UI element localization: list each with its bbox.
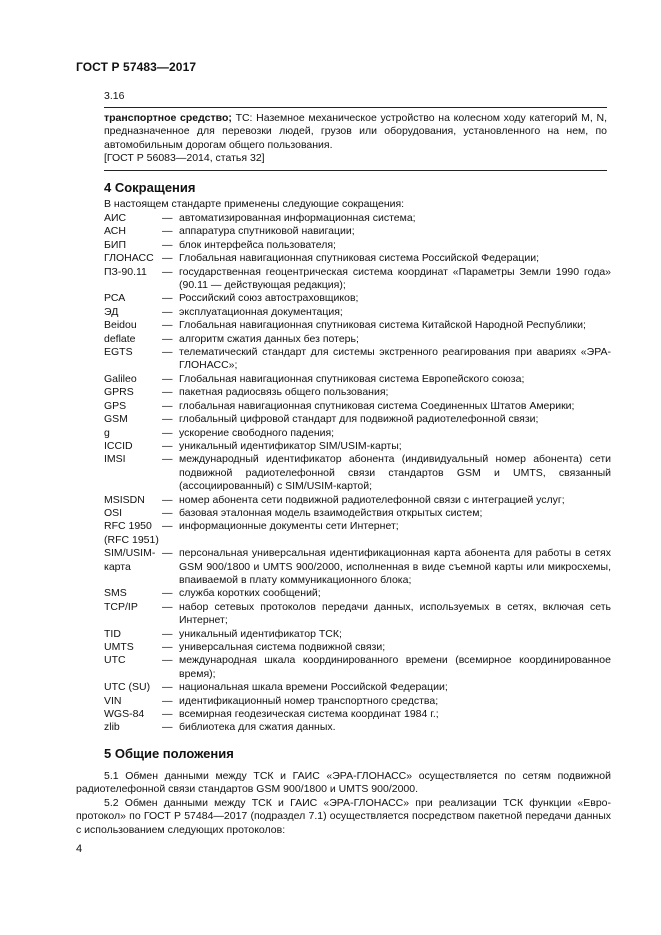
abbreviation-term: ЭД: [104, 305, 119, 318]
abbreviation-dash: —: [162, 721, 173, 734]
abbreviation-row: [104, 708, 611, 721]
abbreviation-dash: —: [162, 319, 173, 332]
abbreviation-definition: универсальная система подвижной связи;: [179, 641, 386, 653]
abbreviation-definition: ускорение свободного падения;: [179, 426, 335, 439]
abbreviation-dash: —: [162, 694, 173, 707]
abbreviation-term: EGTS: [104, 346, 133, 359]
abbreviation-row: [104, 628, 611, 641]
abbreviation-row: [104, 252, 611, 265]
abbreviation-dash: —: [162, 413, 173, 426]
abbreviation-row: [104, 494, 611, 507]
abbreviation-row: [104, 333, 611, 346]
abbreviation-row: [104, 453, 611, 493]
abbreviation-definition: Глобальная навигационная спутниковая система Китайской Народной Республики;: [179, 319, 586, 332]
abbreviation-term: ПЗ-90.11: [104, 265, 147, 278]
term-number: 3.16: [104, 90, 125, 102]
abbreviation-term: SMS: [104, 587, 127, 600]
term-body: [104, 107, 607, 171]
abbreviation-definition: международный идентификатор абонента (индивидуальный номер абонента) сети подвижной радиотелефонной связи стандартов GSM и UMTS, связанный (ассоциированный) с SIM/USIM-картой;: [179, 453, 611, 493]
abbreviation-dash: —: [162, 332, 173, 345]
abbreviation-row: [104, 654, 611, 681]
abbreviation-dash: —: [162, 453, 173, 466]
abbreviation-list: [104, 212, 611, 735]
abbreviation-row: [104, 319, 611, 332]
abbreviation-definition: глобальная навигационная спутниковая система Соединенных Штатов Америки;: [179, 399, 575, 412]
abbreviation-row: [104, 386, 611, 399]
abbreviation-term: VIN: [104, 694, 122, 707]
abbreviation-term: Beidou: [104, 319, 137, 332]
paragraph-5-1: 5.1 Обмен данными между ТСК и ГАИС «ЭРА-ГЛОНАСС» осуществляется по сетям подвижной радиотелефонной связи стандартов GSM 900/1800 и UMTS 900/2000.: [76, 770, 611, 796]
abbreviation-dash: —: [162, 252, 173, 265]
page-number: 4: [76, 843, 83, 855]
abbreviation-dash: —: [162, 506, 173, 519]
abbreviation-definition: блок интерфейса пользователя;: [179, 238, 336, 251]
term-definition-box: [104, 90, 607, 171]
abbreviation-definition: базовая эталонная модель взаимодействия открытых систем;: [179, 506, 483, 519]
abbreviation-definition: идентификационный номер транспортного средства;: [179, 694, 439, 707]
abbreviation-row: [104, 587, 611, 600]
abbreviation-definition: Глобальная навигационная спутниковая система Европейского союза;: [179, 372, 525, 385]
abbreviation-row: [104, 507, 611, 520]
abbreviation-definition: номер абонента сети подвижной радиотелефонной связи с интеграцией услуг;: [179, 493, 565, 506]
abbreviation-dash: —: [162, 372, 173, 385]
abbreviation-row: [104, 695, 611, 708]
abbreviation-term: ICCID: [104, 439, 133, 452]
abbreviation-dash: —: [162, 426, 173, 439]
abbreviation-definition: национальная шкала времени Российской Федерации;: [179, 681, 448, 694]
abbreviation-dash: —: [162, 520, 173, 533]
abbreviation-dash: —: [162, 265, 173, 278]
abbreviation-row: [104, 520, 611, 547]
abbreviation-term: АИС: [104, 212, 127, 224]
abbreviation-term: UTC: [104, 654, 126, 667]
abbreviation-term: GPRS: [104, 386, 134, 399]
abbreviation-row: [104, 266, 611, 293]
abbreviation-definition: эксплуатационная документация;: [179, 305, 343, 318]
abbreviation-definition: алгоритм сжатия данных без потерь;: [179, 332, 359, 345]
abbreviation-dash: —: [162, 681, 173, 694]
abbreviation-definition: глобальный цифровой стандарт для подвижной радиотелефонной связи;: [179, 413, 539, 426]
abbreviation-dash: —: [162, 225, 173, 238]
abbreviation-term: OSI: [104, 506, 123, 519]
abbreviation-dash: —: [162, 292, 173, 305]
abbreviation-dash: —: [162, 386, 173, 399]
term-source: [ГОСТ Р 56083—2014, статья 32]: [104, 152, 265, 165]
abbreviation-definition: аппаратура спутниковой навигации;: [179, 225, 355, 238]
abbreviation-term: SIM/USIM-карта: [104, 547, 156, 573]
abbreviation-row: [104, 346, 611, 373]
abbreviation-row: [104, 306, 611, 319]
section-5-title: 5 Общие положения: [104, 746, 234, 761]
abbreviation-term: ГЛОНАСС: [104, 252, 154, 265]
abbreviation-dash: —: [162, 305, 173, 318]
abbreviation-term: WGS-84: [104, 708, 145, 721]
abbreviation-term: MSISDN: [104, 493, 145, 506]
abbreviation-definition: набор сетевых протоколов передачи данных, используемых в сетях, включая сеть Интернет;: [179, 600, 611, 627]
abbreviation-dash: —: [162, 439, 173, 452]
abbreviation-dash: —: [162, 399, 173, 412]
abbreviation-definition: библиотека для сжатия данных.: [179, 721, 336, 734]
abbreviation-dash: —: [162, 600, 173, 613]
abbreviation-dash: —: [162, 641, 173, 653]
term-definition: ТС: Наземное механическое устройство на колесном ходу категорий M, N, предназначенное для перевозки людей, грузов или оборудования, установленного на нем, по автомобильным дорогам общего пользования.: [104, 112, 608, 151]
abbreviation-definition: государственная геоцентрическая система координат «Параметры Земли 1990 года» (90.11 — действующая редакция);: [179, 265, 611, 292]
term-name: транспортное средство;: [104, 112, 232, 124]
abbreviation-definition: всемирная геодезическая система координат 1984 г.;: [179, 708, 439, 721]
abbreviation-dash: —: [162, 708, 173, 721]
abbreviation-term: БИП: [104, 238, 126, 251]
section-4-title: 4 Сокращения: [104, 180, 196, 195]
abbreviation-dash: —: [162, 346, 173, 359]
abbreviation-row: [104, 225, 611, 238]
abbreviation-dash: —: [162, 654, 173, 667]
abbreviation-definition: персональная универсальная идентификационная карта абонента для работы в сетях GSM 900/1800 и UMTS 900/2000, исполненная в виде съемной карты или микросхемы, впаиваемой в плату коммуникационного блока;: [179, 547, 611, 586]
abbreviation-dash: —: [162, 587, 173, 600]
abbreviation-row: [104, 721, 611, 734]
abbreviation-definition: информационные документы сети Интернет;: [179, 520, 399, 533]
abbreviation-definition: пакетная радиосвязь общего пользования;: [179, 386, 389, 399]
abbreviation-row: [104, 239, 611, 252]
abbreviation-dash: —: [162, 493, 173, 506]
paragraph-5-2: 5.2 Обмен данными между ТСК и ГАИС «ЭРА-ГЛОНАСС» при реализации ТСК функции «Евро-протокол» по ГОСТ Р 57484—2017 (подраздел 7.1) осуществляется посредством пакетной передачи данных с использованием следующих протоколов:: [76, 797, 611, 836]
abbreviation-row: [104, 400, 611, 413]
abbreviation-term: TID: [104, 627, 121, 640]
abbreviation-row: [104, 547, 611, 587]
abbreviation-dash: —: [162, 627, 173, 640]
abbreviation-definition: Российский союз автостраховщиков;: [179, 292, 359, 305]
abbreviation-definition: уникальный идентификатор ТСК;: [179, 627, 342, 640]
abbreviation-dash: —: [162, 238, 173, 251]
abbreviation-term: zlib: [104, 721, 120, 734]
abbreviation-definition: уникальный идентификатор SIM/USIM-карты;: [179, 439, 402, 452]
abbreviation-row: [104, 292, 611, 305]
abbreviation-row: [104, 212, 611, 225]
abbreviation-term: РСА: [104, 292, 126, 305]
abbreviation-term: deflate: [104, 332, 136, 345]
abbreviation-term: GSM: [104, 413, 128, 426]
abbreviation-row: [104, 413, 611, 426]
abbreviation-term: Galileo: [104, 372, 137, 385]
document-header: ГОСТ Р 57483—2017: [76, 60, 197, 74]
abbreviation-row: [104, 373, 611, 386]
abbreviation-term: TCP/IP: [104, 600, 138, 613]
abbreviation-definition: телематический стандарт для системы экстренного реагирования при авариях «ЭРА-ГЛОНАСС»;: [179, 346, 611, 372]
abbreviation-term: g: [104, 426, 110, 439]
abbreviation-term: RFC 1950 (RFC 1951): [104, 520, 159, 546]
abbreviation-term: АСН: [104, 225, 126, 238]
abbreviation-row: [104, 641, 611, 654]
abbreviation-dash: —: [162, 547, 173, 560]
abbreviation-definition: служба коротких сообщений;: [179, 587, 321, 600]
abbreviation-term: UMTS: [104, 641, 134, 653]
abbreviation-row: [104, 601, 611, 628]
abbreviation-definition: автоматизированная информационная система;: [179, 212, 416, 224]
abbreviation-dash: —: [162, 212, 173, 224]
abbreviation-row: [104, 681, 611, 694]
abbreviation-definition: Глобальная навигационная спутниковая система Российской Федерации;: [179, 252, 539, 265]
abbreviation-term: IMSI: [104, 453, 126, 466]
abbreviation-row: [104, 440, 611, 453]
abbreviation-definition: международная шкала координированного времени (всемирное координированное время);: [179, 654, 611, 680]
abbreviation-row: [104, 427, 611, 440]
abbreviation-term: UTC (SU): [104, 681, 151, 694]
section-4-intro: В настоящем стандарте применены следующие сокращения:: [104, 198, 405, 210]
abbreviation-term: GPS: [104, 399, 127, 412]
